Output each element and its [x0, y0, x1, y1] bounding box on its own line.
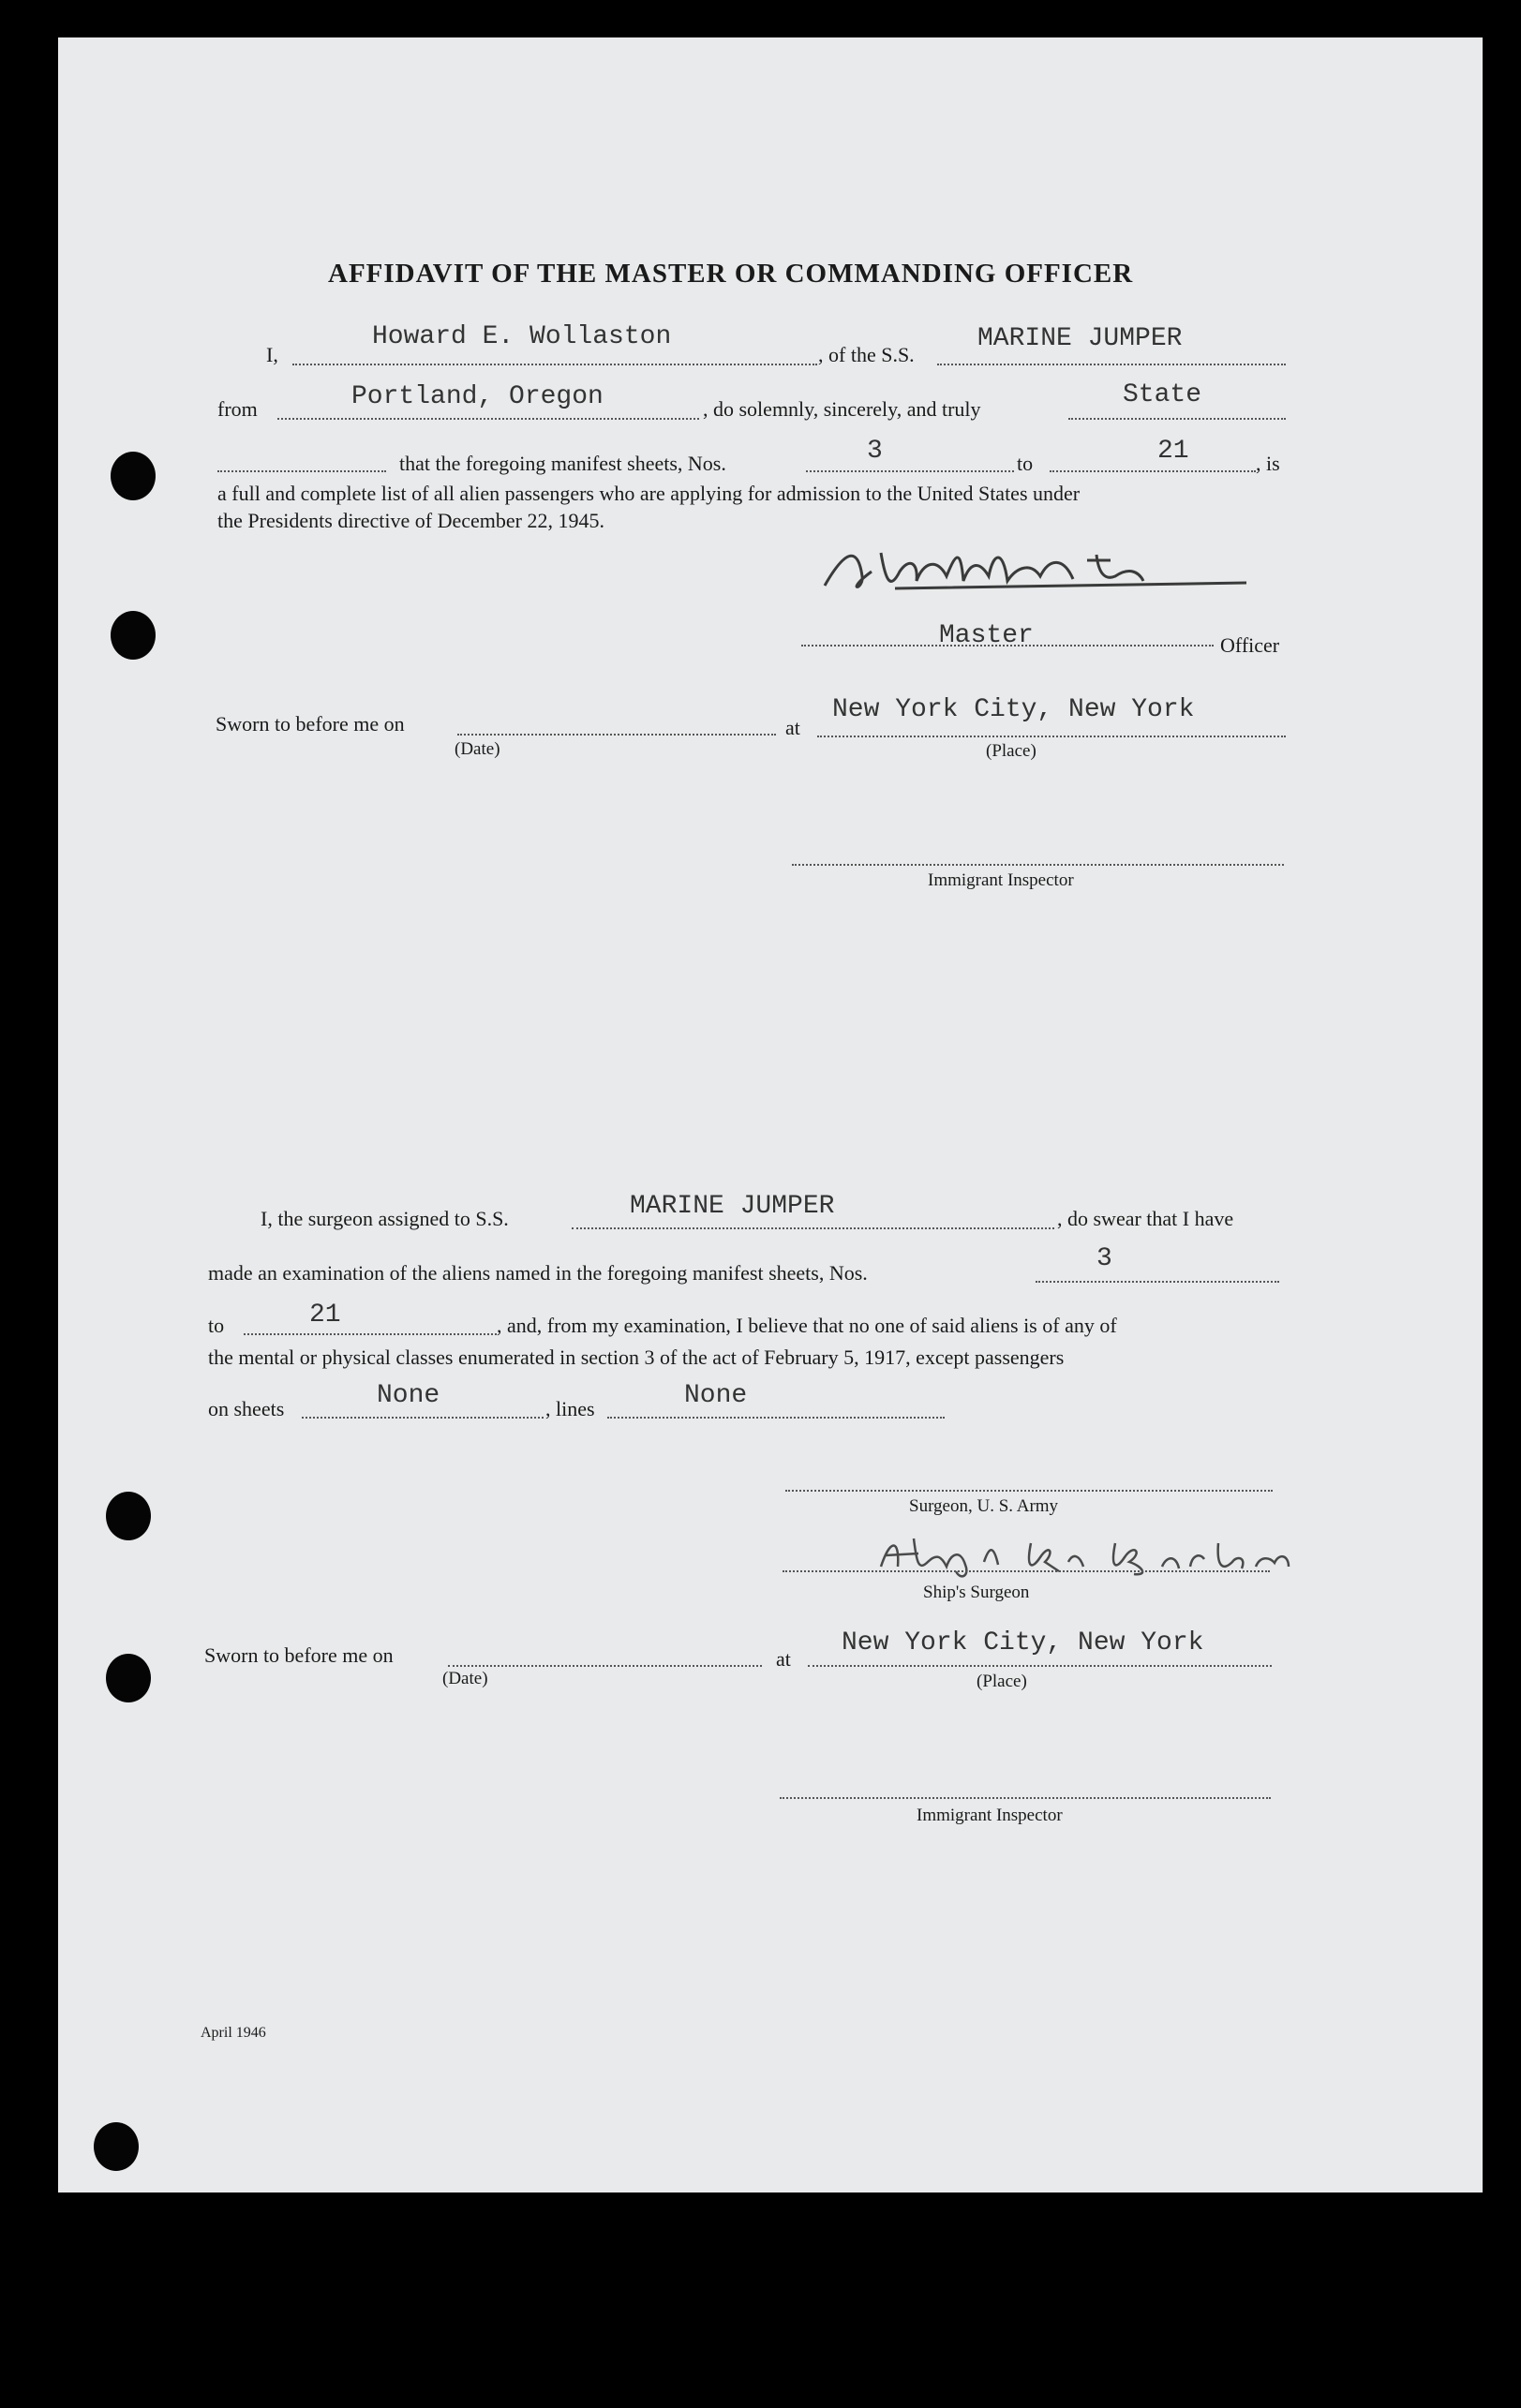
body-line: the mental or physical classes enumerated in section 3 of the act of February 5, 1917, except passengers	[208, 1345, 1065, 1369]
solemnly-label: , do solemnly, sincerely, and truly	[703, 397, 981, 421]
sworn-label: Sworn to before me on	[216, 712, 405, 736]
blank-field-line	[217, 470, 386, 472]
on-sheets-field: None	[377, 1381, 440, 1410]
at-label: at	[785, 716, 800, 739]
ship-name-field: MARINE JUMPER	[977, 324, 1183, 353]
state-field-line	[1068, 418, 1286, 420]
place-caption-2: (Place)	[977, 1672, 1027, 1691]
master-signature	[806, 534, 1293, 609]
sworn-label-2: Sworn to before me on	[204, 1643, 394, 1667]
body-line: the Presidents directive of December 22, 1945.	[217, 509, 604, 532]
surgeon-intro: I, the surgeon assigned to S.S.	[261, 1207, 509, 1230]
form-date: April 1946	[201, 2025, 266, 2041]
sworn-place-field-2: New York City, New York	[842, 1628, 1204, 1657]
inspector-caption-2: Immigrant Inspector	[917, 1806, 1063, 1825]
inspector-signature-line-2	[780, 1797, 1271, 1799]
ship-surgeon-line	[783, 1570, 1270, 1572]
date-caption-2: (Date)	[442, 1669, 488, 1688]
to-label: to	[1017, 452, 1034, 475]
army-surgeon-line	[785, 1490, 1273, 1492]
sworn-place-line-2	[808, 1665, 1272, 1667]
sworn-date-line-2	[448, 1665, 762, 1667]
surgeon-sheet-to-line	[244, 1333, 497, 1335]
page-title: AFFIDAVIT OF THE MASTER OR COMMANDING OFFICER	[328, 259, 1134, 289]
master-role-field: Master	[939, 621, 1034, 650]
date-caption: (Date)	[455, 739, 500, 759]
officer-label: Officer	[1220, 633, 1280, 657]
sheet-to-field: 21	[1157, 437, 1189, 466]
punch-hole	[106, 1492, 151, 1540]
punch-hole	[111, 452, 156, 500]
surgeon-ship-field: MARINE JUMPER	[630, 1192, 835, 1221]
body-line: , and, from my examination, I believe that no one of said aliens is of any of	[497, 1314, 1117, 1337]
of-ss-label: , of the S.S.	[818, 343, 915, 366]
ship-field-line	[937, 364, 1286, 365]
lines-field: None	[684, 1381, 748, 1410]
sworn-place-line	[817, 736, 1286, 737]
place-caption: (Place)	[986, 741, 1036, 761]
on-sheets-line	[302, 1417, 544, 1419]
surgeon-sheet-from-line	[1036, 1281, 1279, 1283]
inspector-caption: Immigrant Inspector	[928, 870, 1074, 890]
lines-line	[607, 1417, 945, 1419]
name-field-line	[292, 364, 817, 365]
surgeon-sheet-from-field: 3	[1096, 1244, 1112, 1273]
surgeon-to-label: to	[208, 1314, 225, 1337]
lines-label: , lines	[545, 1397, 595, 1420]
punch-hole	[106, 1654, 151, 1702]
body-line: made an examination of the aliens named in the foregoing manifest sheets, Nos.	[208, 1261, 868, 1285]
ship-surgeon-caption: Ship's Surgeon	[923, 1583, 1030, 1602]
body-line: a full and complete list of all alien passengers who are applying for admission to the United States under	[217, 482, 1081, 505]
port-field: Portland, Oregon	[351, 382, 604, 411]
punch-hole	[111, 611, 156, 660]
army-surgeon-caption: Surgeon, U. S. Army	[909, 1496, 1059, 1516]
sworn-place-field: New York City, New York	[832, 695, 1195, 724]
punch-hole	[94, 2122, 139, 2171]
master-name-field: Howard E. Wollaston	[372, 322, 672, 351]
sheet-from-field: 3	[867, 437, 883, 466]
sheet-to-line	[1050, 470, 1256, 472]
sworn-date-line	[457, 734, 776, 736]
sheet-from-line	[806, 470, 1014, 472]
state-field: State	[1123, 380, 1202, 409]
from-label: from	[217, 397, 258, 421]
i-label: I,	[266, 343, 278, 366]
on-sheets-label: on sheets	[208, 1397, 285, 1420]
at-label-2: at	[776, 1647, 791, 1671]
manifest-label: that the foregoing manifest sheets, Nos.	[399, 452, 726, 475]
surgeon-ship-line	[572, 1227, 1054, 1229]
surgeon-sheet-to-field: 21	[309, 1301, 341, 1330]
inspector-signature-line	[792, 864, 1284, 866]
is-label: , is	[1256, 452, 1280, 475]
swear-label: , do swear that I have	[1057, 1207, 1234, 1230]
ship-surgeon-signature	[862, 1529, 1331, 1585]
port-field-line	[277, 418, 699, 420]
